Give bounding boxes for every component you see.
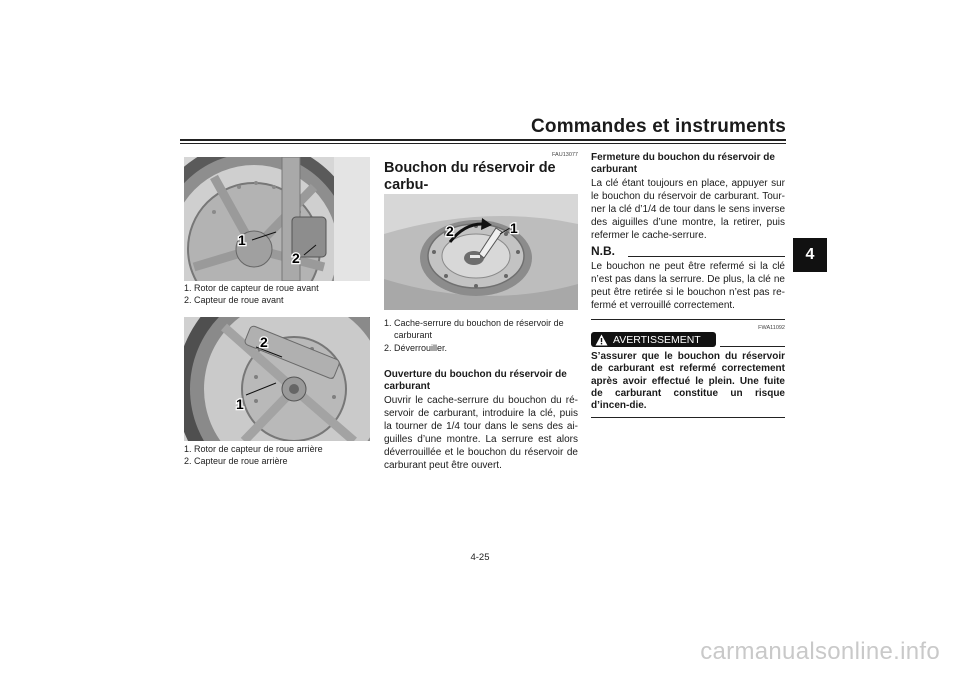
figure3-callout-1: 1 xyxy=(510,220,518,236)
caption-item: 1. Rotor de capteur de roue avant xyxy=(184,283,319,293)
page-header-title: Commandes et instruments xyxy=(530,116,786,137)
front-wheel-illustration xyxy=(184,157,370,281)
close-cap-text: La clé étant toujours en place, appuyer sur le bouchon du réservoir de carburant. Tour-ner la clé d’1/4 de tour dans le sens inverse des aiguilles d’une montre, la retirer, puis refermer le cache-serrure. xyxy=(591,178,785,241)
fuel-tank-cap-photo xyxy=(384,194,578,310)
caption-item: 2. Capteur de roue avant xyxy=(184,294,284,305)
section-code: FAU13077 xyxy=(552,152,578,158)
caption-item: 1. Rotor de capteur de roue arrière xyxy=(184,444,323,454)
caption-item: 2. Déverrouiller. xyxy=(384,343,448,353)
rear-wheel-illustration xyxy=(184,317,370,441)
figure2-callout-1: 1 xyxy=(236,396,244,412)
close-cap-heading: Fermeture du bouchon du réservoir de carburant xyxy=(591,152,775,175)
watermark: carmanualsonline.info xyxy=(700,638,940,665)
warning-label: AVERTISSEMENT xyxy=(613,333,701,346)
chapter-tab: 4 xyxy=(793,238,827,272)
nb-rule xyxy=(628,256,785,257)
fuel-cap-illustration xyxy=(384,194,578,310)
caption-item: 1. Cache-serrure du bouchon de réservoir de carburant xyxy=(384,318,564,340)
rear-wheel-sensor-photo xyxy=(184,317,370,441)
warning-end-rule xyxy=(591,417,785,418)
warning-triangle-icon xyxy=(595,334,608,346)
figure3-callout-2: 2 xyxy=(446,223,454,239)
page-number: 4-25 xyxy=(470,552,490,563)
warning-code: FWA11092 xyxy=(758,325,785,331)
open-cap-heading: Ouverture du bouchon du réservoir de carburant xyxy=(384,369,567,392)
warning-rule xyxy=(720,346,785,347)
warning-badge xyxy=(591,332,716,347)
figure2-captions xyxy=(184,444,374,467)
caption-item: 2. Capteur de roue arrière xyxy=(184,455,288,466)
open-cap-text: Ouvrir le cache-serrure du bouchon du ré-servoir de carburant, introduire la clé, puis la tourner de 1/4 tour dans le sens des ai-guilles d’une montre. La serrure est alors déverrouillée et le bouchon du réservoir de carburant peut être ouvert. xyxy=(384,395,578,471)
warning-text: S’assurer que le bouchon du réservoir de carburant est refermé correctement après avoir effectué le plein. Une fuite de carburant constitue un risque d’incen-die. xyxy=(591,351,785,412)
figure1-callout-2: 2 xyxy=(292,250,300,266)
nb-title: N.B. xyxy=(591,244,615,258)
figure2-callout-2: 2 xyxy=(260,334,268,350)
header-rule xyxy=(180,139,786,141)
figure3-captions xyxy=(384,318,578,355)
figure1-callout-1: 1 xyxy=(238,232,246,248)
nb-text: Le bouchon ne peut être refermé si la clé n’est pas dans la serrure. De plus, la clé ne peut être retirée si le bouchon n’est pas re-fermé et verrouillé correctement. xyxy=(591,261,785,311)
front-wheel-sensor-photo xyxy=(184,157,370,281)
section-title: Bouchon du réservoir de carbu- xyxy=(384,160,556,193)
figure1-captions xyxy=(184,283,374,306)
header-rule-thin xyxy=(180,143,786,144)
nb-end-rule xyxy=(591,319,785,320)
